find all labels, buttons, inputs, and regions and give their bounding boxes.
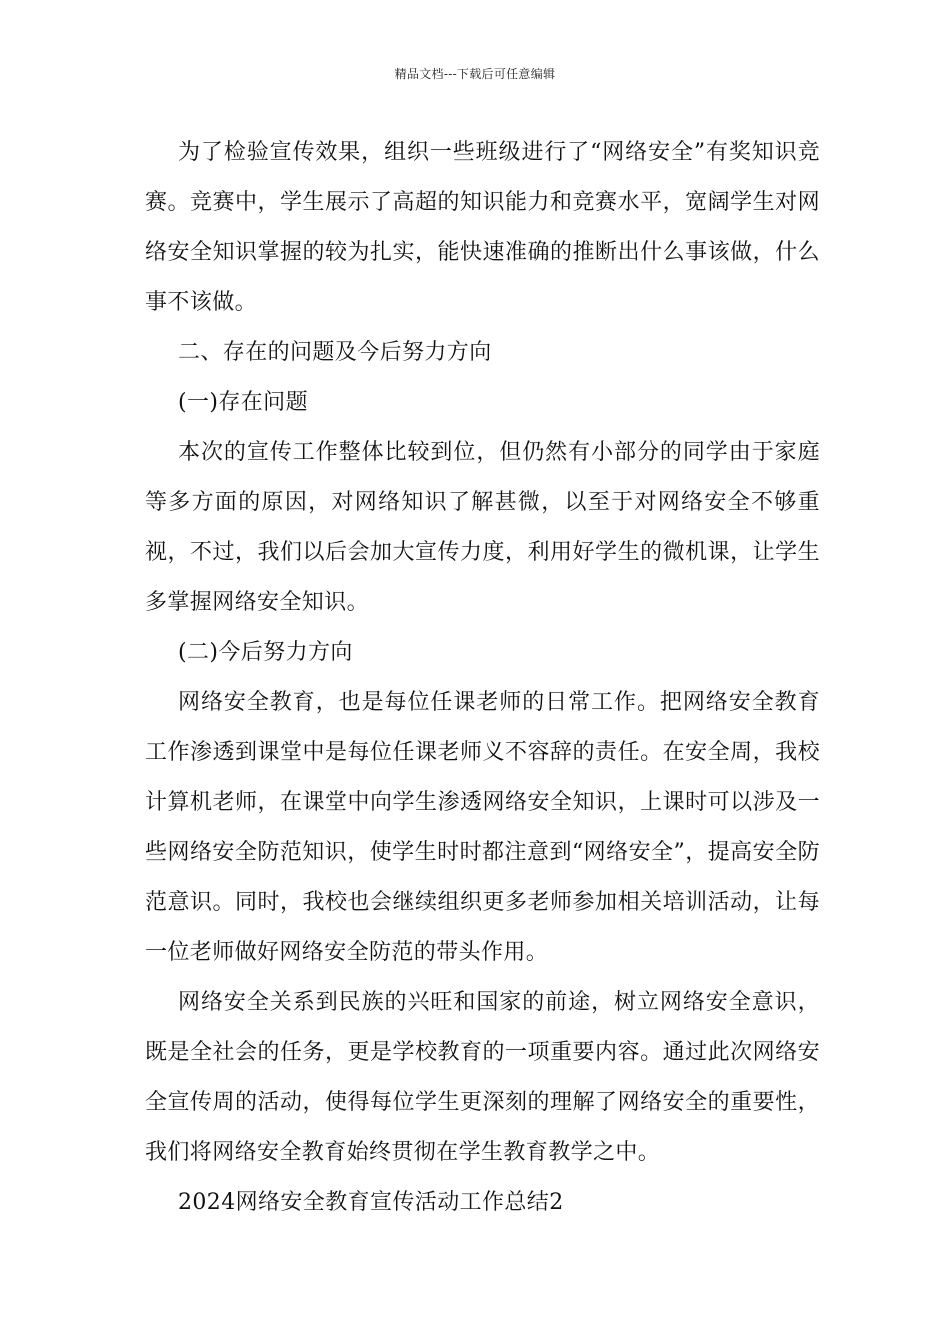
heading-problems-and-direction: 二、存在的问题及今后努力方向 — [178, 340, 492, 365]
subheading-existing-problems: (一)存在问题 — [178, 390, 308, 415]
document-body — [145, 128, 820, 1228]
subheading-future-direction: (二)今后努力方向 — [178, 640, 353, 665]
section-title-summary-2: 2024网络安全教育宣传活动工作总结2 — [178, 1190, 564, 1215]
paragraph-contest: 为了检验宣传效果，组织一些班级进行了“网络安全”有奖知识竞赛。竞赛中，学生展示了高超的知识能力和竞赛水平，宽阔学生对网络安全知识掌握的较为扎实，能快速准确的推断出什么事该做，什么事不该做。 — [145, 140, 820, 315]
page-header: 精品文档---下载后可任意编辑 — [394, 67, 556, 81]
paragraph-future-direction: 网络安全教育，也是每位任课老师的日常工作。把网络安全教育工作渗透到课堂中是每位任课老师义不容辞的责任。在安全周，我校计算机老师，在课堂中向学生渗透网络安全知识，上课时可以涉及一些网络安全防范知识，使学生时时都注意到“网络安全”，提高安全防范意识。同时，我校也会继续组织更多老师参加相关培训活动，让每一位老师做好网络安全防范的带头作用。 — [145, 690, 820, 965]
paragraph-conclusion: 网络安全关系到民族的兴旺和国家的前途，树立网络安全意识，既是全社会的任务，更是学校教育的一项重要内容。通过此次网络安全宣传周的活动，使得每位学生更深刻的理解了网络安全的重要性，我们将网络安全教育始终贯彻在学生教育教学之中。 — [145, 990, 820, 1165]
paragraph-problems: 本次的宣传工作整体比较到位，但仍然有小部分的同学由于家庭等多方面的原因，对网络知识了解甚微，以至于对网络安全不够重视，不过，我们以后会加大宣传力度，利用好学生的微机课，让学生多掌握网络安全知识。 — [145, 440, 820, 615]
